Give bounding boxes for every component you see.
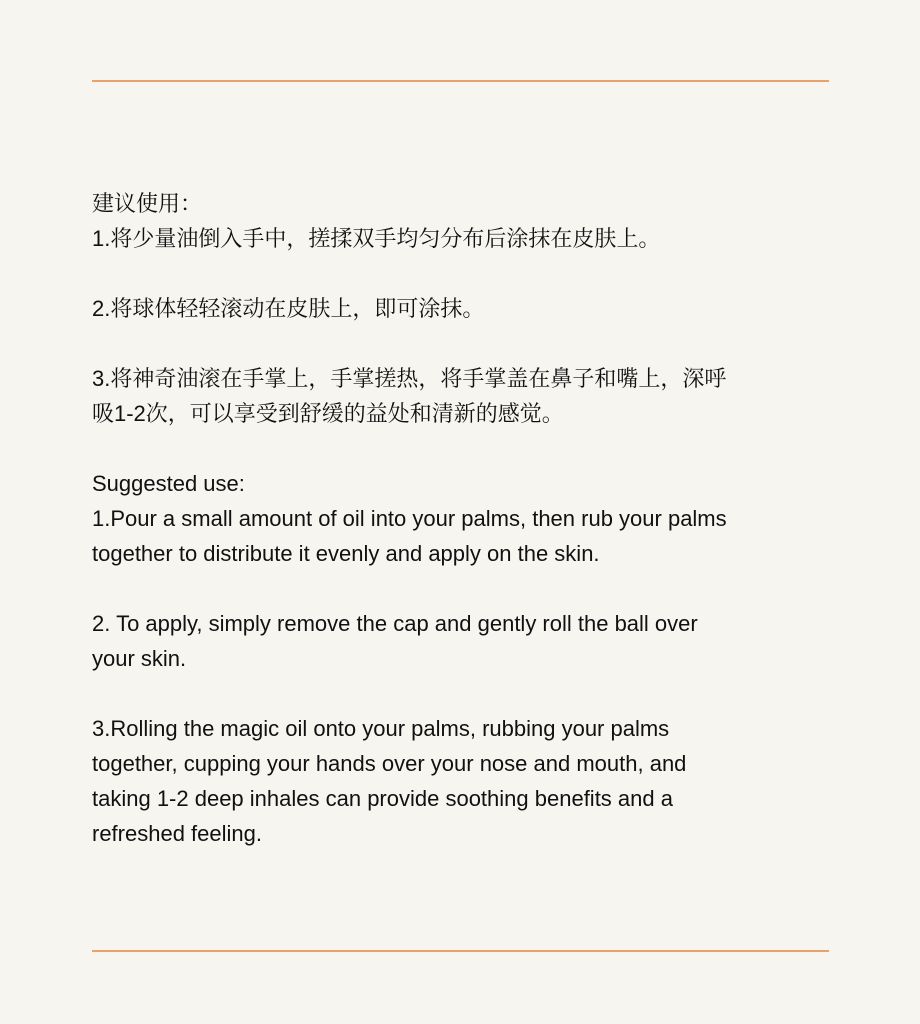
spacer [92,256,832,291]
spacer [92,676,832,711]
en-heading: Suggested use: [92,471,245,496]
en-step-2-line-2: your skin. [92,646,187,671]
en-step-2-line-1: 2. To apply, simply remove the cap and gently roll the ball over [92,611,698,636]
en-step-3-line-4: refreshed feeling. [92,821,262,846]
usage-instructions [92,186,832,851]
spacer [92,326,832,361]
zh-step-3-line-1: 3.将神奇油滚在手掌上，手掌搓热，将手掌盖在鼻子和嘴上，深呼 [92,366,727,391]
zh-step-1: 1.将少量油倒入手中，搓揉双手均匀分布后涂抹在皮肤上。 [92,226,661,251]
en-step-3-line-1: 3.Rolling the magic oil onto your palms, rubbing your palms [92,716,670,741]
en-step-1-line-1: 1.Pour a small amount of oil into your palms, then rub your palms [92,506,727,531]
bottom-divider [92,950,829,952]
top-divider [92,80,829,82]
zh-step-2: 2.将球体轻轻滚动在皮肤上，即可涂抹。 [92,296,485,321]
en-step-1-line-2: together to distribute it evenly and apply on the skin. [92,541,600,566]
zh-step-3-line-2: 吸1-2次，可以享受到舒缓的益处和清新的感觉。 [92,401,564,426]
en-step-3-line-3: taking 1-2 deep inhales can provide soothing benefits and a [92,786,673,811]
spacer [92,431,832,466]
en-step-3-line-2: together, cupping your hands over your nose and mouth, and [92,751,687,776]
spacer [92,571,832,606]
zh-heading: 建议使用： [92,191,203,216]
